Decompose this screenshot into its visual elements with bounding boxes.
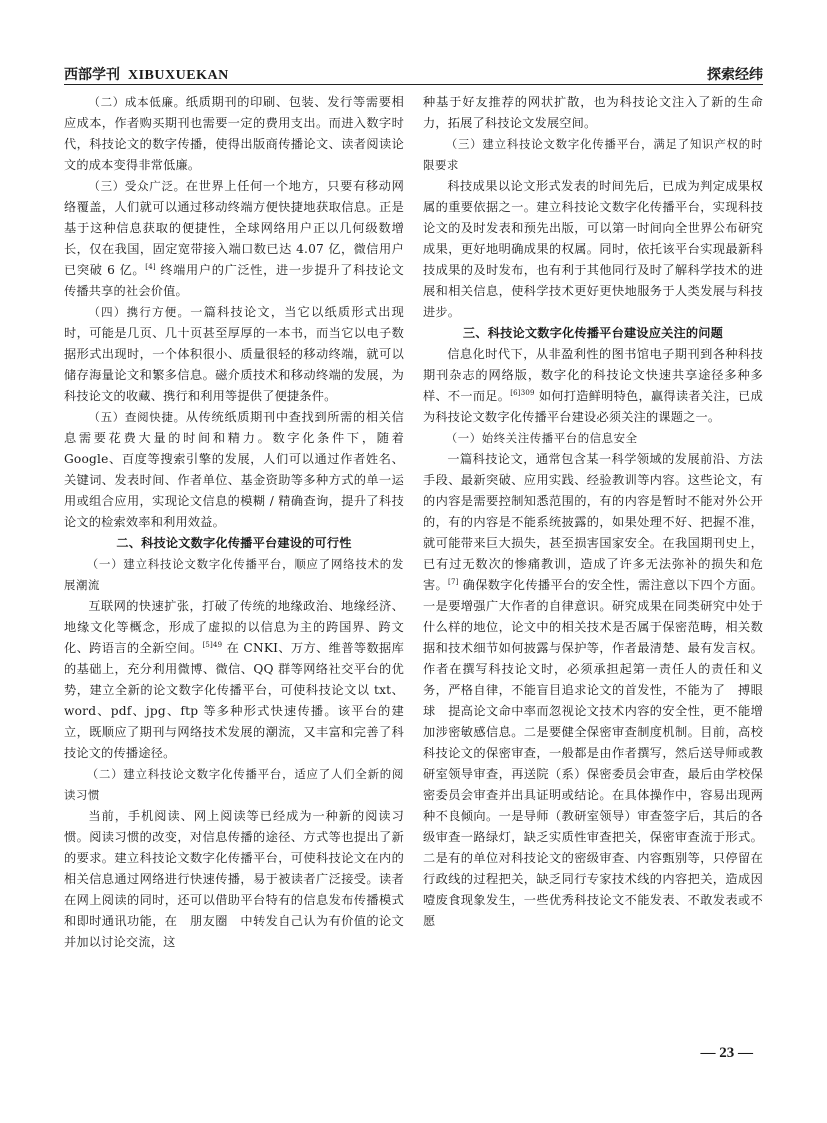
paragraph-text: 在 CNKI、万方、维普等数据库的基础上，充分利用微博、微信、QQ 群等网络社交平台的优势，建立全新的论文数字化传播平台，可使科技论文以 txt、word、pdf、jpg、ftp 等多种形式快速传播。该平台的建立，既顺应了期刊与网络技术发展的潮流，又丰富和完善了科技论文的传播途径。 (64, 641, 404, 760)
paragraph (423, 449, 763, 932)
paragraph (64, 407, 404, 533)
paragraph-text: 在世界上任何一个地方，只要有移动网络覆盖，人们就可以通过移动终端方便快捷地获取信息。正是基于这种信息获取的便捷性，全球网络用户正以几何级数增长，仅在我国，固定宽带接入端口数已达 4.07 亿，微信用户已突破 6 亿。 (64, 179, 404, 277)
paragraph-text: 信息化时代下，从非盈利性的图书馆电子期刊到各种科技期刊杂志的网络版，数字化的科技论文快速共享途径多种多样、不一而足。 (423, 347, 763, 403)
running-header (64, 62, 763, 85)
paragraph-text: 确保数字化传播平台的安全性，需注意以下四个方面。一是要增强广大作者的自律意识。研究成果在同类研究中处于什么样的地位，论文中的相关技术是否属于保密范畴，相关数据和技术细节如何披露与保护等，作者最清楚、最有发言权。作者在撰写科技论文时，必须承担起第一责任人的责任和义务，严格自律，不能盲目追求论文的首发性，不能为了 搏眼球 提高论文命中率而忽视论文技术内容的安全性，更不能增加涉密敏感信息。二是要健全保密审查制度机制。目前，高校科技论文的保密审查，一般都是由作者撰写，然后送导师或教研室领导审查，再送院（系）保密委员会审查，最后由学校保密委员会审查并出具证明或结论。在具体操作中，容易出现两种不良倾向。一是导师（教研室领导）审查签字后，其后的各级审查一路绿灯，缺乏实质性审查把关，保密审查流于形式。二是有的单位对科技论文的密级审查、内容甄别等，只停留在行政线的过程把关，缺乏同行专家技术线的内容把关，造成因噎废食现象发生，一些优秀科技论文不能发表、不敢发表或不愿 (423, 578, 763, 928)
section-heading: 三、科技论文数字化传播平台建设应关注的问题 (462, 326, 724, 340)
paragraph-text: 从传统纸质期刊中查找到所需的相关信息需要花费大量的时间和精力。数字化条件下，随着 Google、百度等搜索引擎的发展，人们可以通过作者姓名、关键词、发表时间、作者单位、基金资助等多种方式的单一运用或组合应用，实现论文信息的模糊 / 精确查询，提升了科技论文的检索效率和利用效益。 (64, 410, 404, 529)
paragraph-lead: （五）查阅快捷。 (88, 410, 186, 424)
citation-marker: [5]49 (202, 640, 223, 649)
paragraph (423, 344, 763, 428)
paragraph (64, 302, 404, 407)
paragraph-text: 一篇科技论文，当它以纸质形式出现时，可能是几页、几十页甚至厚厚的一本书，而当它以电子数据形式出现时，一个体积很小、质量很轻的移动终端，就可以储存海量论文和繁多信息。磁介质技术和移动终端的发展，为科技论文的收藏、携行和利用等提供了便捷条件。 (64, 305, 404, 403)
paragraph-text: 种基于好友推荐的网状扩散，也为科技论文注入了新的生命力，拓展了科技论文发展空间。 (423, 95, 763, 130)
right-column (423, 92, 763, 1052)
left-column (64, 92, 404, 1052)
paragraph-text: 科技成果以论文形式发表的时间先后，已成为判定成果权属的重要依据之一。建立科技论文数字化传播平台，实现科技论文的及时发表和预先出版，可以第一时间向全世界公布研究成果，更好地明确成果的权属。同时，依托该平台实现最新科技成果的及时发布，也有利于其他同行及时了解科学技术的进展和相关信息，使科学技术更好更快地服务于人类发展与科技进步。 (423, 179, 763, 319)
journal-name (64, 64, 229, 84)
page-number: — 23 — (700, 1045, 753, 1061)
paragraph-lead: （二）成本低廉。 (88, 95, 186, 109)
paragraph (423, 176, 763, 323)
paragraph-text: 如何打造鲜明特色，赢得读者关注，已成为科技论文数字化传播平台建设必须关注的课题之一。 (423, 389, 763, 424)
journal-name-cn: 西部学刊 (64, 67, 120, 83)
subsection-heading: （一）始终关注传播平台的信息安全 (445, 431, 638, 445)
subsection-heading: （三）建立科技论文数字化传播平台，满足了知识产权的时限要求 (423, 137, 763, 172)
paragraph (64, 596, 404, 764)
paragraph (423, 92, 763, 134)
paragraph (64, 176, 404, 302)
paragraph-text: 终端用户的广泛性，进一步提升了科技论文传播共享的社会价值。 (64, 263, 404, 298)
citation-marker: [7] (448, 577, 459, 586)
citation-marker: [4] (145, 262, 156, 271)
paragraph-lead: （三）受众广泛。 (88, 179, 186, 193)
subsection-heading: （二）建立科技论文数字化传播平台，适应了人们全新的阅读习惯 (64, 767, 404, 802)
paragraph-text: 互联网的快速扩张，打破了传统的地缘政治、地缘经济、地缘文化等概念，形成了虚拟的以信息为主的跨国界、跨文化、跨语言的全新空间。 (64, 599, 404, 655)
section-heading: 二、科技论文数字化传播平台建设的可行性 (116, 536, 352, 550)
paragraph (64, 92, 404, 176)
paragraph (64, 806, 404, 953)
paragraph-lead: （四）携行方便。 (88, 305, 191, 319)
paragraph-text: 纸质期刊的印刷、包装、发行等需要相应成本，作者购买期刊也需要一定的费用支出。而进入数字时代，科技论文的数字传播，使得出版商传播论文、读者阅读论文的成本变得非常低廉。 (64, 95, 404, 172)
journal-name-latin: XIBUXUEKAN (128, 68, 229, 83)
paragraph-text: 当前，手机阅读、网上阅读等已经成为一种新的阅读习惯。阅读习惯的改变，对信息传播的途径、方式等也提出了新的要求。建立科技论文数字化传播平台，可使科技论文在内的相关信息通过网络进行快速传播，易于被读者广泛接受。读者在网上阅读的同时，还可以借助平台特有的信息发布传播模式和即时通讯功能，在 朋友圈 中转发自己认为有价值的论文并加以讨论交流，这 (64, 809, 404, 949)
subsection-heading: （一）建立科技论文数字化传播平台，顺应了网络技术的发展潮流 (64, 557, 404, 592)
paragraph-text: 一篇科技论文，通常包含某一科学领域的发展前沿、方法手段、最新突破、应用实践、经验教训等内容。这些论文，有的内容是需要控制知悉范围的，有的内容是暂时不能对外公开的，有的内容是不能系统披露的，如果处理不好、把握不准，就可能带来巨大损失，甚至损害国家安全。在我国期刊史上，已有过无数次的惨痛教训，造成了许多无法弥补的损失和危害。 (423, 452, 763, 592)
citation-marker: [6]309 (510, 388, 535, 397)
section-name: 探索经纬 (707, 67, 763, 83)
